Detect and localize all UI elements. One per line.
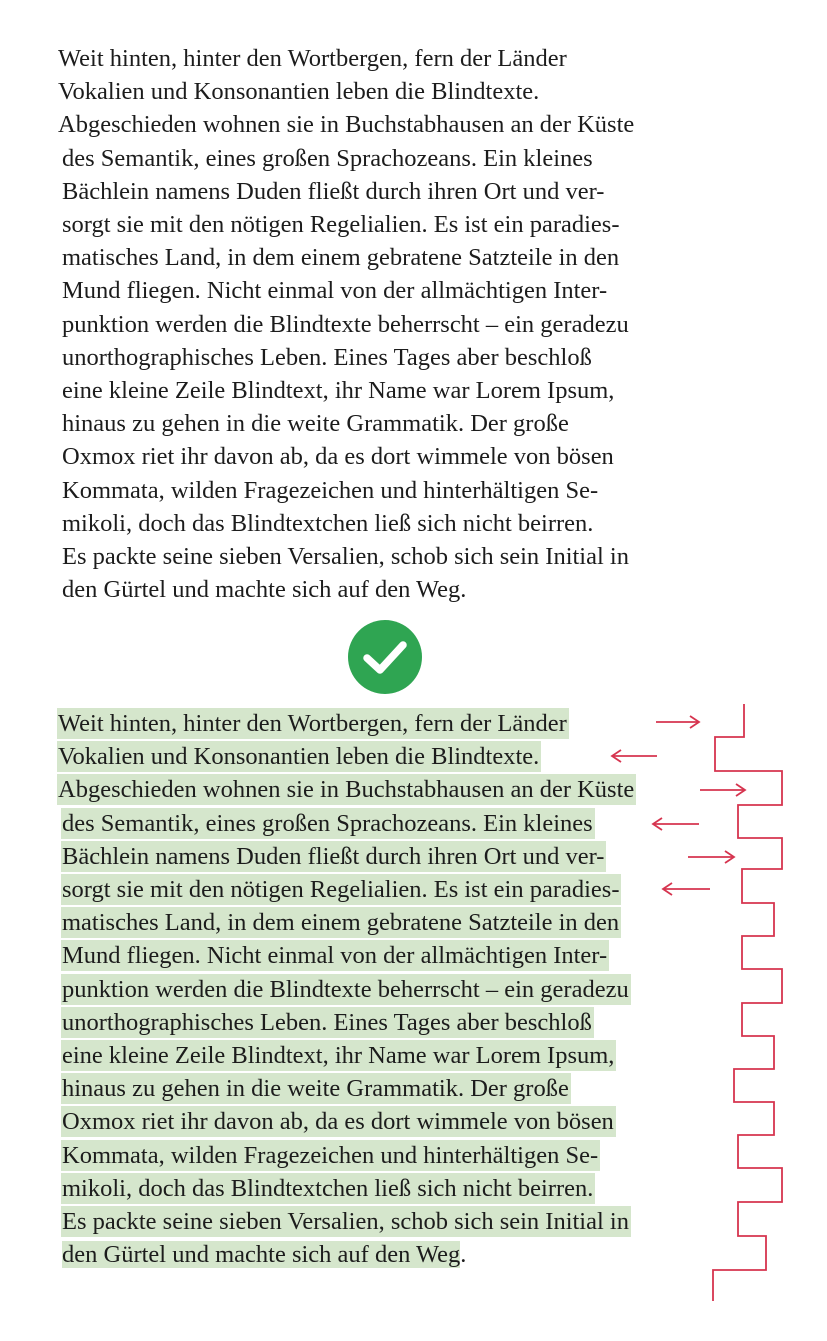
- line-text: matisches Land, in dem einem gebratene Satzteile in den: [62, 244, 620, 272]
- line-text: eine kleine Zeile Blindtext, ihr Name war Lorem Ipsum,: [62, 1042, 615, 1069]
- highlighted-text: den Gürtel und machte sich auf den Weg: [62, 1241, 461, 1269]
- line-text: Vokalien und Konsonantien leben die Blindtexte.: [58, 743, 540, 771]
- line-text: Weit hinten, hinter den Wortbergen, fern der Länder: [58, 710, 567, 737]
- line-text: unorthographisches Leben. Eines Tages aber beschloß: [62, 1008, 592, 1036]
- line-text: hinaus zu gehen in die weite Grammatik. Der große: [62, 1075, 569, 1103]
- line-text: Bächlein namens Duden fließt durch ihren Ort und ver-: [62, 177, 605, 205]
- line-text: Mund fliegen. Nicht einmal von der allmächtigen Inter-: [62, 277, 608, 305]
- rag-profile-line: [713, 704, 782, 1301]
- line-text: Bächlein namens Duden fließt durch ihren Ort und ver-: [62, 842, 605, 870]
- line-text: Es packte seine sieben Versalien, schob sich sein Initial in: [62, 543, 629, 570]
- line-text: Abgeschieden wohnen sie in Buchstabhausen an der Küste: [58, 776, 635, 804]
- line-text: punktion werden die Blindtexte beherrscht – ein geradezu: [62, 310, 629, 338]
- line-text: den Gürtel und machte sich auf den Weg: [62, 576, 461, 604]
- line-text: sorgt sie mit den nötigen Regelialien. Es ist ein paradies-: [62, 876, 620, 903]
- line-text: Kommata, wilden Fragezeichen und hinterhältigen Se-: [62, 1141, 599, 1169]
- final-period: .: [460, 1241, 467, 1269]
- line-text: Oxmox riet ihr davon ab, da es dort wimmele von bösen: [62, 443, 614, 471]
- line-text: mikoli, doch das Blindtextchen ließ sich nicht beirren.: [62, 1174, 594, 1202]
- line-text: Es packte seine sieben Versalien, schob sich sein Initial in: [62, 1208, 629, 1235]
- line-text: Abgeschieden wohnen sie in Buchstabhausen an der Küste: [58, 111, 635, 139]
- line-text: Kommata, wilden Fragezeichen und hinterhältigen Se-: [62, 476, 599, 504]
- final-period: .: [460, 576, 467, 604]
- line-text: mikoli, doch das Blindtextchen ließ sich nicht beirren.: [62, 509, 594, 537]
- line-text: sorgt sie mit den nötigen Regelialien. Es ist ein paradies-: [62, 211, 620, 238]
- line-text: des Semantik, eines großen Sprachozeans. Ein kleines: [62, 809, 593, 837]
- line-text: des Semantik, eines großen Sprachozeans. Ein kleines: [62, 144, 593, 172]
- line-text: punktion werden die Blindtexte beherrscht – ein geradezu: [62, 975, 629, 1003]
- line-text: Mund fliegen. Nicht einmal von der allmächtigen Inter-: [62, 942, 608, 970]
- line-text: unorthographisches Leben. Eines Tages aber beschloß: [62, 343, 592, 371]
- line-text: hinaus zu gehen in die weite Grammatik. Der große: [62, 410, 569, 438]
- line-text: eine kleine Zeile Blindtext, ihr Name war Lorem Ipsum,: [62, 377, 615, 404]
- line-text: Weit hinten, hinter den Wortbergen, fern der Länder: [58, 45, 567, 72]
- line-text: Oxmox riet ihr davon ab, da es dort wimmele von bösen: [62, 1108, 614, 1136]
- line-text: matisches Land, in dem einem gebratene Satzteile in den: [62, 909, 620, 937]
- line-text: Vokalien und Konsonantien leben die Blindtexte.: [58, 78, 540, 106]
